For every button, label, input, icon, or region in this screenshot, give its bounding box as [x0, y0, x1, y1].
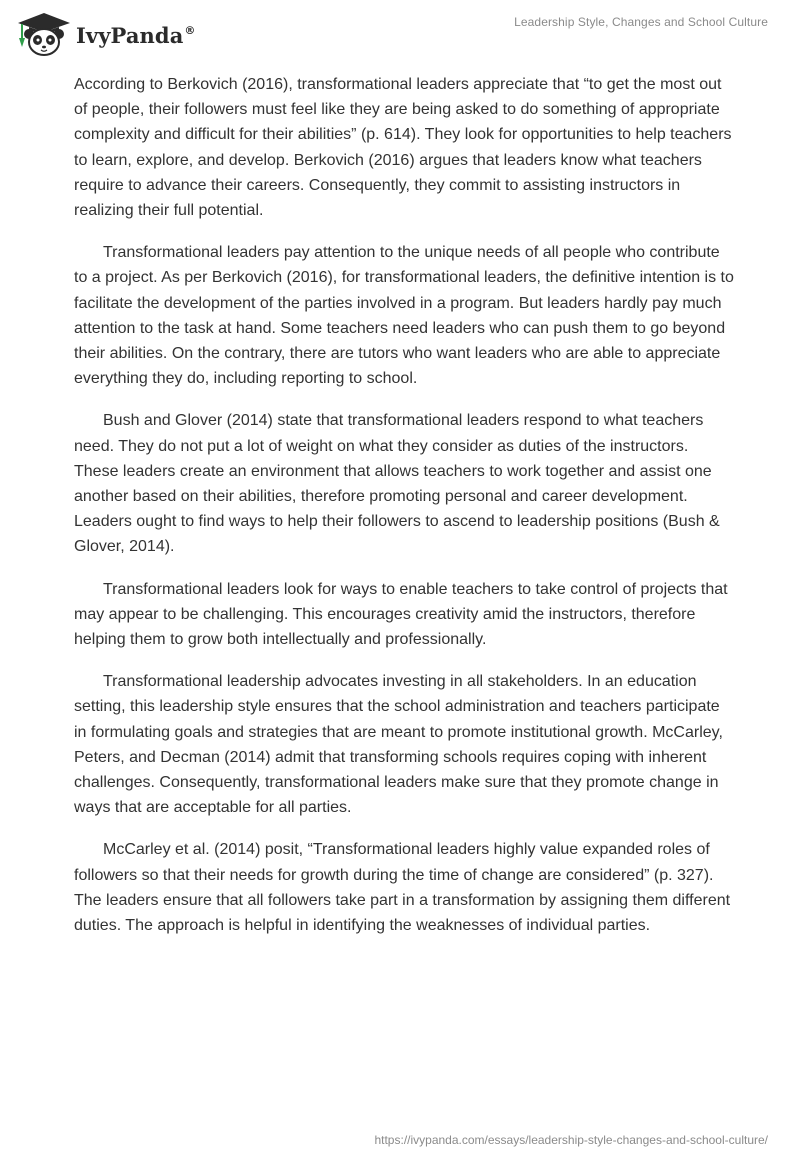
registered-mark: ® — [184, 23, 196, 37]
paragraph: McCarley et al. (2014) posit, “Transformational leaders highly value expanded roles of followers so that their needs for growth during the time of change are considered” (p. 327). The leaders ensure that all followers take part in a transformation by assigning them different duties. The approach is helpful in identifying the weaknesses of individual parties. — [74, 841, 731, 935]
logo-text — [76, 23, 196, 48]
logo[interactable] — [14, 9, 196, 57]
essay-body — [74, 72, 734, 955]
paragraph: Transformational leaders look for ways to enable teachers to take control of projects that may appear to be challenging. This encourages creativity amid the instructors, therefore helping them to grow both intellectually and professionally. — [74, 580, 728, 649]
paragraph: Transformational leadership advocates investing in all stakeholders. In an education setting, this leadership style ensures that the school administration and teachers participate in formulating goals and strategies that are meant to promote institutional growth. McCarley, Peters, and Decman (2014) admit that transforming schools requires coping with inherent challenges. Consequently, transformational leaders make sure that they promote change in ways that are acceptable for all parties. — [74, 673, 723, 817]
document-title: Leadership Style, Changes and School Culture — [514, 15, 768, 29]
paragraph: Bush and Glover (2014) state that transformational leaders respond to what teachers need. They do not put a lot of weight on what they consider as duties of the instructors. These leaders create an environment that allows teachers to work together and assist one another based on their abilities, therefore promoting personal and career development. Leaders ought to find ways to help their followers to ascend to leadership positions (Bush & Glover, 2014). — [74, 412, 720, 556]
logo-wordmark: IvyPanda — [76, 22, 184, 48]
panda-graduate-icon — [14, 9, 74, 57]
page-header — [0, 0, 800, 70]
source-url[interactable]: https://ivypanda.com/essays/leadership-style-changes-and-school-culture/ — [374, 1133, 768, 1147]
paragraph: Transformational leaders pay attention to the unique needs of all people who contribute to a project. As per Berkovich (2016), for transformational leaders, the definitive intention is to facilitate the development of the parties involved in a program. But leaders hardly pay much attention to the task at hand. Some teachers need leaders who can push them to go beyond their abilities. On the contrary, there are tutors who want leaders who are able to appreciate everything they do, including reporting to school. — [74, 244, 734, 388]
paragraph: According to Berkovich (2016), transformational leaders appreciate that “to get the most out of people, their followers must feel like they are being asked to do something of appropriate complexity and difficult for their abilities” (p. 614). They look for opportunities to help teachers to learn, explore, and develop. Berkovich (2016) argues that leaders know what teachers require to advance their careers. Consequently, they commit to assisting instructors in realizing their full potential. — [74, 76, 732, 220]
